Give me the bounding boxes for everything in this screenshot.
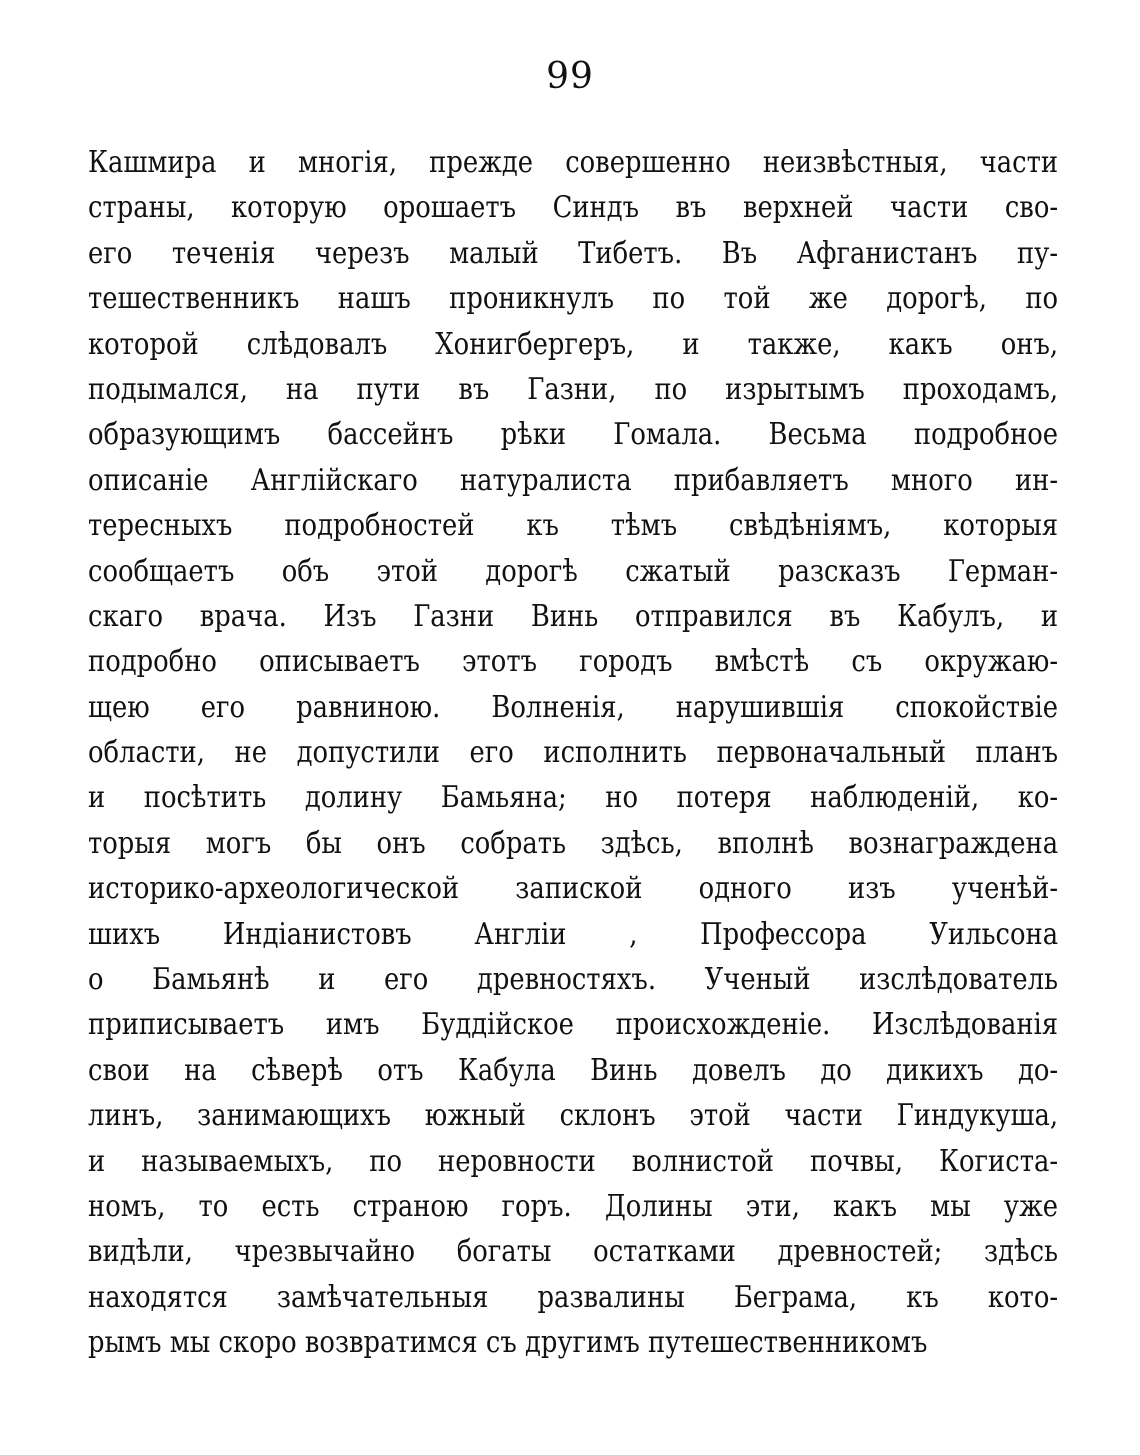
text-line: его теченія черезъ малый Тибетъ. Въ Афганистанъ пу- <box>88 235 1059 271</box>
text-line: щею его равниною. Волненія, нарушившія спокойствіе <box>88 689 1059 725</box>
text-line: и посѣтить долину Бамьяна; но потеря наблюденій, ко- <box>88 780 1059 816</box>
body-text <box>88 140 1058 1366</box>
text-line: историко-археологической запиской одного изъ ученѣй- <box>88 871 1059 907</box>
text-line: тересныхъ подробностей къ тѣмъ свѣдѣніямъ, которыя <box>88 508 1059 544</box>
text-line: о Бамьянѣ и его древностяхъ. Ученый изслѣдователь <box>88 962 1059 998</box>
text-line: свои на сѣверѣ отъ Кабула Винь довелъ до дикихъ до- <box>88 1052 1059 1088</box>
text-line: торыя могъ бы онъ собрать здѣсь, вполнѣ вознаграждена <box>88 825 1059 861</box>
text-line: Кашмира и многія, прежде совершенно неизвѣстныя, части <box>88 145 1059 180</box>
text-line: описаніе Англійскаго натуралиста прибавляетъ много ин- <box>88 462 1059 498</box>
text-line: номъ, то есть страною горъ. Долины эти, какъ мы уже <box>88 1188 1059 1224</box>
text-line: скаго врача. Изъ Газни Винь отправился въ Кабулъ, и <box>88 598 1059 634</box>
text-line: подымался, на пути въ Газни, по изрытымъ проходамъ, <box>88 371 1059 407</box>
page-number: 99 <box>546 56 594 97</box>
text-line: подробно описываетъ этотъ городъ вмѣстѣ съ окружаю- <box>88 644 1059 680</box>
text-line: шихъ Индіанистовъ Англіи , Профессора Уильсона <box>88 916 1059 952</box>
text-line: которой слѣдовалъ Хонигбергеръ, и также, какъ онъ, <box>88 326 1059 362</box>
text-line: тешественникъ нашъ проникнулъ по той же дорогѣ, по <box>88 281 1059 317</box>
text-line: линъ, занимающихъ южный склонъ этой части Гиндукуша, <box>88 1098 1059 1134</box>
text-line: и называемыхъ, по неровности волнистой почвы, Когиста- <box>88 1143 1059 1179</box>
text-line: рымъ мы скоро возвратимся съ другимъ путешественникомъ <box>88 1325 928 1361</box>
text-line: сообщаетъ объ этой дорогѣ сжатый разсказъ Герман- <box>88 553 1059 589</box>
text-line: области, не допустили его исполнить первоначальный планъ <box>88 735 1059 771</box>
text-line: видѣли, чрезвычайно богаты остатками древностей; здѣсь <box>88 1234 1059 1270</box>
text-line: страны, которую орошаетъ Синдъ въ верхней части сво- <box>88 190 1059 226</box>
text-line: образующимъ бассейнъ рѣки Гомала. Весьма подробное <box>88 417 1059 453</box>
text-line: приписываетъ имъ Буддійское происхожденіе. Изслѣдованія <box>88 1007 1059 1043</box>
text-line: находятся замѣчательныя развалины Беграма, къ кото- <box>88 1279 1059 1315</box>
